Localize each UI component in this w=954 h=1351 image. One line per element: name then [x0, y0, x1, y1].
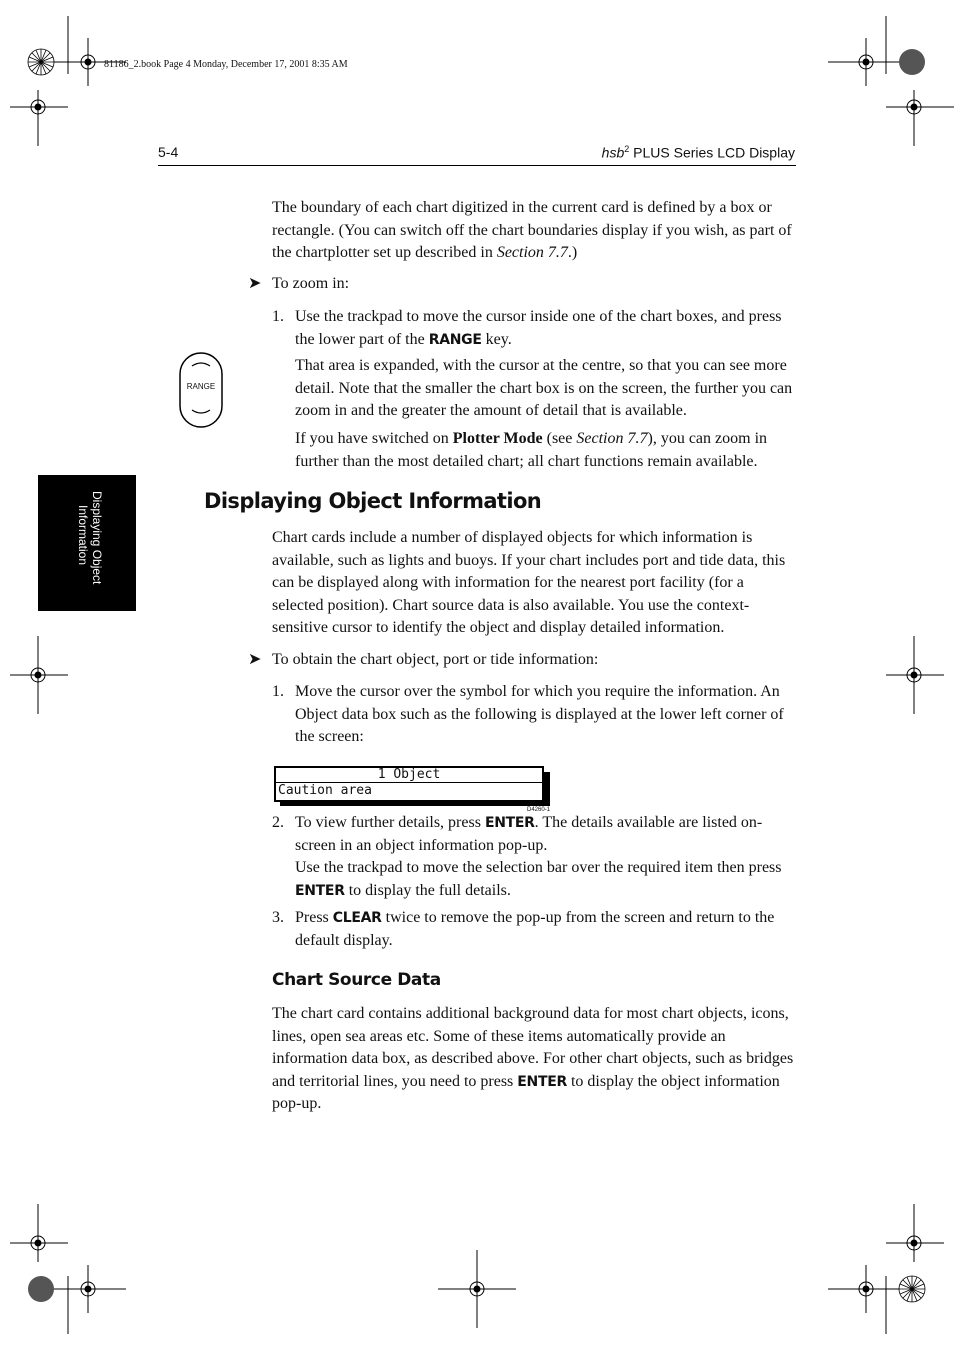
step2-a: To view further details, press	[295, 814, 485, 831]
thumb-tab-line1: Displaying Object	[90, 491, 104, 585]
object-data-value: Caution area	[278, 783, 372, 798]
intro-section-ref: Section 7.7	[496, 244, 568, 261]
plotter-section-ref: Section 7.7	[576, 430, 648, 447]
enter-key-name-3: ENTER	[517, 1073, 567, 1090]
subsection-paragraph	[272, 1003, 796, 1116]
subsection-text-a: The chart card contains additional background data for most chart objects, icons, lines, open sea areas etc. Some of these items automatically provide an information data box, as described above. For other chart objects, such as bridges and territorial lines, you need to press	[272, 1005, 794, 1090]
running-title	[602, 144, 795, 161]
obtain-step2-text	[295, 812, 797, 857]
obtain-step2-detail	[295, 857, 797, 902]
object-data-box	[274, 766, 544, 802]
zoom-step1-number: 1.	[272, 308, 284, 325]
step3-b: twice to remove the pop-up from the screen and return to the default display.	[295, 909, 775, 949]
header-rule	[158, 165, 796, 166]
step3-a: Press	[295, 909, 333, 926]
range-key-name: RANGE	[428, 331, 482, 348]
plotter-mode-term: Plotter Mode	[452, 430, 543, 447]
range-key-label: RANGE	[186, 382, 216, 391]
clear-key-name: CLEAR	[332, 910, 382, 926]
intro-text: The boundary of each chart digitized in the current card is defined by a box or rectangle. (You can switch off the chart boundaries display if you wish, as part of the chartplotter set up described in	[272, 199, 792, 261]
thumb-tab-label	[76, 491, 104, 611]
thumb-tab-line2: Information	[76, 505, 90, 566]
lcd-shadow-bottom	[280, 802, 550, 806]
intro-text-end: .)	[567, 244, 578, 261]
obtain-step1-text: Move the cursor over the symbol for which you require the information. An Object data box such as the following is displayed at the lower left corner of the screen:	[295, 683, 784, 745]
zoom-step1-b: key.	[481, 330, 512, 348]
running-title-rest: PLUS Series LCD Display	[629, 144, 795, 161]
object-data-title: 1 Object	[276, 768, 542, 783]
zoom-step1-text	[295, 306, 797, 351]
plotter-note-b: (see	[542, 430, 577, 447]
subsection-heading: Chart Source Data	[272, 970, 441, 990]
zoom-step1-plotter-note	[295, 428, 797, 473]
section-heading: Displaying Object Information	[204, 489, 542, 513]
figure-id: D4260-1	[527, 807, 551, 813]
enter-key-name: ENTER	[484, 815, 535, 831]
running-title-product: hsb	[601, 144, 625, 161]
running-title-superscript: 2	[624, 144, 630, 154]
lcd-shadow-right	[544, 772, 550, 806]
enter-key-name-2: ENTER	[295, 882, 345, 899]
section-thumb-tab	[38, 475, 136, 611]
zoom-step1-detail: That area is expanded, with the cursor at the centre, so that you can see more detail. Note that the smaller the chart box is on the screen, the further you can zoom in and the greater the amount of detail that is available.	[295, 357, 793, 419]
zoom-heading: To zoom in:	[272, 275, 350, 292]
section-paragraph: Chart cards include a number of displayed objects for which information is available, such as lights and buoys. If your chart includes port and tide data, this can be displayed along with information for the nearest port facility (for a selected position). Chart source data is also available. You use the context-sensitive cursor to identify the object and display detailed information.	[272, 529, 786, 636]
obtain-step1-number: 1.	[272, 683, 284, 700]
obtain-step2-number: 2.	[272, 814, 284, 831]
plotter-note-c: ), you can zoom in further than the most detailed chart; all chart functions remain available.	[295, 430, 768, 470]
range-key-illustration	[179, 352, 223, 428]
obtain-step3-number: 3.	[272, 909, 284, 926]
intro-paragraph	[272, 197, 796, 265]
zoom-step1-a: Use the trackpad to move the cursor inside one of the chart boxes, and press the lower part of the	[295, 308, 782, 348]
page-number: 5-4	[158, 144, 179, 160]
step2-d: to display the full details.	[344, 881, 511, 899]
plotter-note-a: If you have switched on	[295, 430, 453, 447]
obtain-heading: To obtain the chart object, port or tide information:	[272, 651, 599, 668]
subsection-text-b: to display the object information pop-up.	[272, 1072, 780, 1112]
obtain-step3-text	[295, 907, 797, 952]
obtain-bullet: ➤	[248, 651, 262, 668]
print-info: 81186_2.book Page 4 Monday, December 17, 2001 8:35 AM	[104, 59, 348, 70]
zoom-bullet: ➤	[248, 275, 262, 292]
step2-b: . The details available are listed on-screen in an object information pop-up.	[295, 814, 763, 854]
step2-c: Use the trackpad to move the selection bar over the required item then press	[295, 859, 782, 876]
